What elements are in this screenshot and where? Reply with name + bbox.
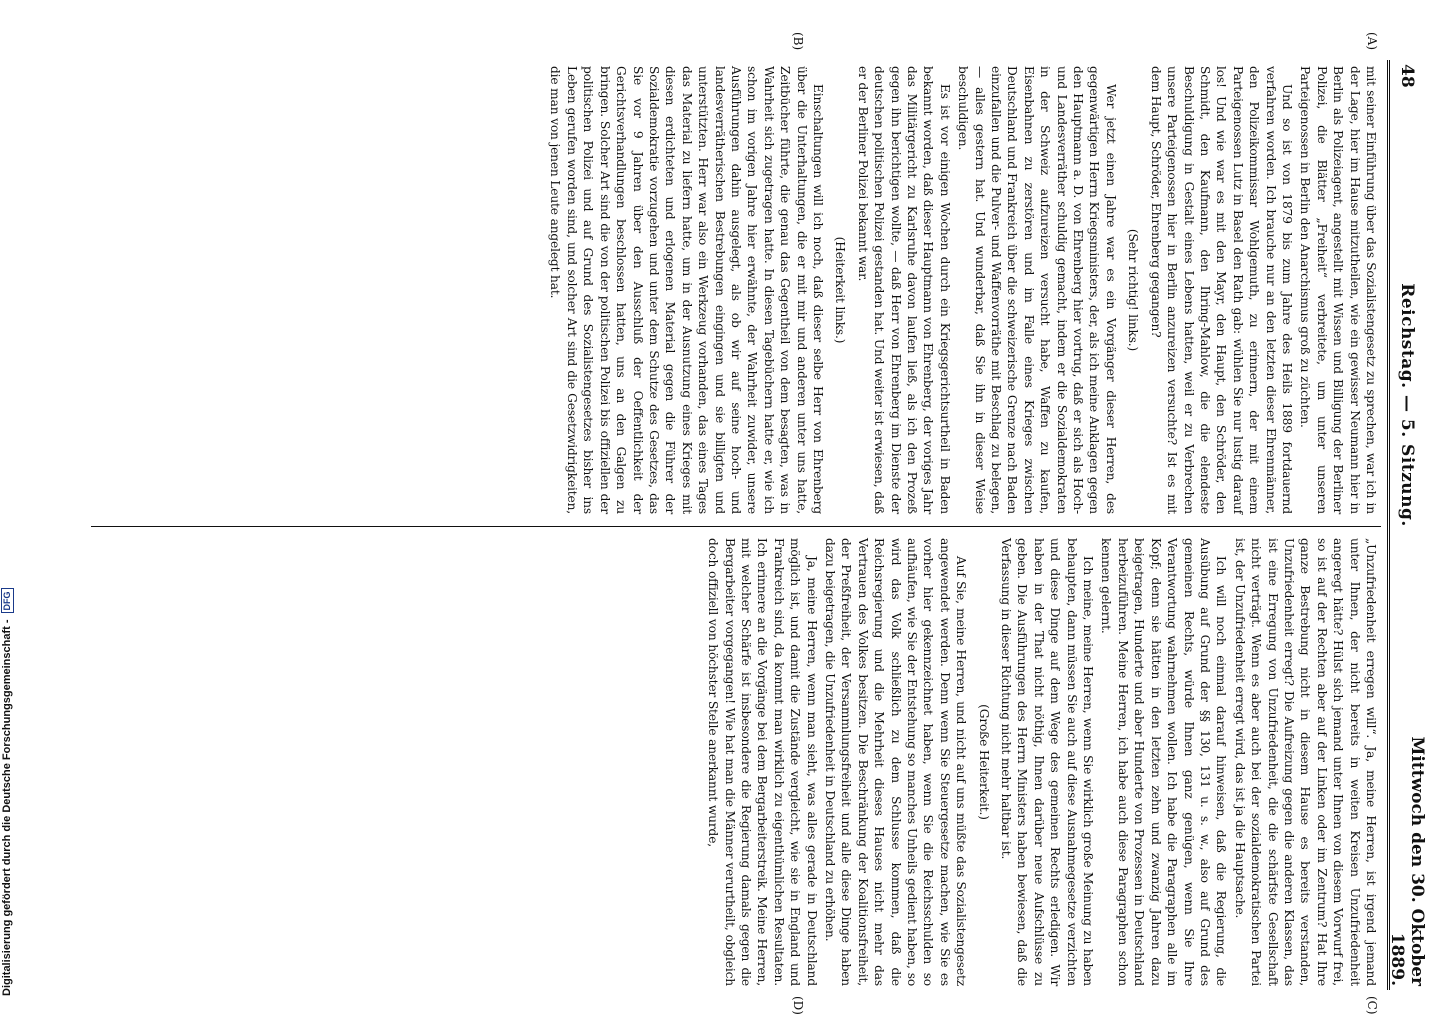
right-paragraph-4: Auf Sie, meine Herren, und nicht auf uns müßte das Sozialistengesetz angewendet werden. Denn wenn Sie Steuergesetze machen, wie Sie es vorher hier gekennzeichnet haben, wenn Sie die Reichsschulden so aufhäufen, wie Sie der Entstehung so manches Unheils gedient haben, so wird das Volk schließlich zu dem Schlusse kommen, daß die Reichsregierung und die Mehrheit dieses Hauses nicht mehr das Vertrauen des Volkes besitzen. Die Beschränkung der Koalitionsfreiheit, der Preßfreiheit, der Versammlungsfreiheit und alle diese Dinge haben dazu beigetragen, die Unzufriedenheit in Deutschland zu erhöhen. (823, 538, 969, 986)
column-divider (91, 526, 1381, 527)
margin-marker-c: (C) (1365, 996, 1379, 1015)
left-paragraph-5: Einschaltungen will ich noch, daß dieser selbe Herr von Ehrenberg über die Unterhaltungen, die er mit mir und anderen unter uns hatte, Zeitbücher führte, die genau das Gegentheil von dem besagten, was in Wahrheit sich zugetragen hatte. In diesen Tagebüchern hatte er, wie ich schon im vorigen Jahre hier erwähnte, der Wahrheit zuwider, unsere Ausführungen dahin ausgelegt, als ob wir auf seine hoch- und landesverrätherischen Bestrebungen eingingen und sie billigten und unterstützten. Herr war also ein Werkzeug vorhanden, das eines Tages das Material zu liefern hatte, um in der Ausnutzung eines Krieges mit diesen erdichteten und erlogenen Material gegen die Führer der Sozialdemokratie vorzugehen und unter dem Schutze des Gesetzes, das Sie vor 9 Jahren über den Ausschluß der Oeffentlichkeit der Gerichtsverhandlungen beschlossen hatten, uns an den Galgen zu bringen. Solcher Art sind die von der politischen Polizei bis offiziellen der politischen Polizei und auf Grund des Sozialistengesetzes bisher ins Leben gerufen worden sind, und solcher Art sind die Gesetzwidrigkeiten, die man von jenen Leute angelegt hat. (548, 66, 825, 514)
left-paragraph-4: Es ist vor einigen Wochen durch ein Kriegsgerichtsurtheil in Baden bekannt worden, daß dieser Hauptmann von Ehrenberg, der voriges Jahr das Militärgericht zu Karlsruhe davon laufen ließ, als ich den Prozeß gegen ihn berichtigen wollte, — daß Herr von Ehrenberg im Dienste der deutschen politischen Polizei gestanden hat. Und weiter ist erwiesen, daß er der Berliner Polizei bekannt war. (855, 66, 952, 514)
left-paragraph-1: mit seiner Einführung über das Sozialistengesetz zu sprechen, war ich in der Lage, hier im Hause mitzutheilen, wie ein gewisser Neumann hier in Berlin als Polizeiagent, angestellt mit Wissen und Billigung der Berliner Polizei, die Blätter „Freiheit“ verbreitete, um unter unseren Parteigenossen in Berlin den Anarchismus groß zu züchten. (1298, 66, 1378, 514)
right-interjection-1: (Große Heiterkeit.) (976, 704, 991, 820)
margin-marker-a: (A) (1365, 32, 1379, 51)
left-interjection-1: (Sehr richtig! links.) (1126, 228, 1141, 352)
margin-marker-d: (D) (791, 996, 805, 1015)
rotated-newspaper-page (80, 32, 1428, 1015)
page-title: Reichstag. — 5. Sitzung. (1397, 283, 1418, 527)
digitization-credit (0, 0, 14, 1000)
dfg-logo-icon: DFG (1, 588, 14, 613)
session-date: Mittwoch den 30. Oktober 1889. (1387, 736, 1428, 986)
right-paragraph-2: Ich will noch einmal darauf hinweisen, daß die Regierung, die Ausübung auf Grund der §§ 130, 131 u. s. w., also auf Grund des gemeinen Rechts, würde Ihnen ganz genügen, wenn Sie Ihre Verantwortung wahrnehmen wollen. Ich habe die Paragraphen alle im Kopf; denn sie hätten in den letzten zehn und zwanzig Jahren dazu beigetragen, Hunderte und aber Hunderte von Prozessen in Deutschland herbeizuführen. Meine Herren, ich habe auch diese Paragraphen schon kennen gelernt. (1099, 538, 1229, 986)
left-column (545, 66, 1379, 514)
left-interjection-2: (Heiterkeit links.) (833, 236, 848, 344)
margin-marker-b: (B) (791, 32, 805, 51)
right-paragraph-3: Ich meine, meine Herren, wenn Sie wirklich große Meinung zu haben behaupten, dann müssen Sie auch auf diese Ausnahmegesetze verzichten und diese Dinge auf dem Wege des gemeinen Rechts erledigen. Wir haben in der That nicht nöthig, Ihnen darüber neue Aufschlüsse zu geben. Die Ausführungen des Herrn Ministers haben bewiesen, daß die Verfassung in dieser Richtung nicht mehr haltbar ist. (999, 538, 1096, 986)
page-header (1387, 60, 1428, 990)
right-paragraph-1: „Unzufriedenheit erregen will“. Ja, meine Herren, ist irgend jemand unter Ihnen, der nicht bereits in weiten Kreisen Unzufriedenheit angeregt hätte? Hülst sich jemand unter Ihnen von diesem Vorwurf frei, so ist auf der Rechten aber auf der Linken oder im Zentrum? Hat Ihre ganze Bestrebung nicht in diesem Hause es bereits verstanden, Unzufriedenheit erregt? Die Aufreizung gegen die anderen Klassen, das ist eine Erregung von Unzufriedenheit, die die schärfste Gesellschaft nicht verträgt. Wenn es aber auch bei der sozialdemokratischen Partei ist, der Unzufriedenheit erregt wird, das ist ja die Hauptsache. (1232, 538, 1378, 986)
left-paragraph-3: Wer jetzt einen Jahre war es ein Vorgänger dieser Herren, des gegenwärtigen Herrn Kriegsministers, der, als ich meine Anklagen gegen den Hauptmann a. D. von Ehrenberg hier vortrug, daß er sich als Hoch- und Landesverräther schuldig gemacht, indem er die Sozialdemokraten in der Schweiz aufzureizen versucht habe, Waffen zu kaufen, Eisenbahnen zu zerstören und im Falle eines Krieges zwischen Deutschland und Frankreich über die schweizerische Grenze nach Baden einzufallen und die Pulver- und Waffenvorräthe mit Beschlag zu belegen, — alles gestern hat. Und wunderbar, daß Sie ihn in dieser Weise beschuldigen. (956, 66, 1118, 514)
page-number: 48 (1397, 64, 1418, 88)
left-paragraph-2: Und so ist von 1879 bis zum Jahre des Heils 1889 fortdauernd verfahren worden. Ich brauche nur an den letzten dieser Ehrenmänner, den Polizeikommissar Wohlgemuth, zu erinnern, der mit einem Parteigenossen Lutz in Basel den Rath gab: wühlen Sie nur lustig darauf los! Und wie war es mit den Mayr, den Haupt, den Schröder, den Schmidt, den Kaufmann, den Ihring-Mahlow, die die elendeste Beschuldigung in Gestalt eines Lebens hatten, weil er zu Verbrechen unsere Parteigenossen hier in Berlin anzureizen versuchte? Ist es mit dem Haupt, Schröder, Ehrenberg gegangen? (1148, 66, 1294, 514)
right-column (703, 538, 1379, 986)
credit-text: Digitalisierung gefördert durch die Deutsche Forschungsgemeinschaft - (1, 619, 13, 996)
right-paragraph-5: Ja, meine Herren, wenn man sieht, was alles gerade in Deutschland möglich ist, und damit die Zustände vergleicht, wie sie in England und Frankreich sind, da kommt man wirklich zu eigenthümlichen Resultaten. Ich erinnere an die Vorgänge bei dem Bergarbeiterstreik. Meine Herren, mit welcher Schärfe ist insbesondere die Regierung damals gegen die Bergarbeiter vorgegangen! Wie hat man die Männer verurtheilt, obgleich doch offiziell von höchster Stelle anerkannt wurde, (706, 538, 819, 986)
